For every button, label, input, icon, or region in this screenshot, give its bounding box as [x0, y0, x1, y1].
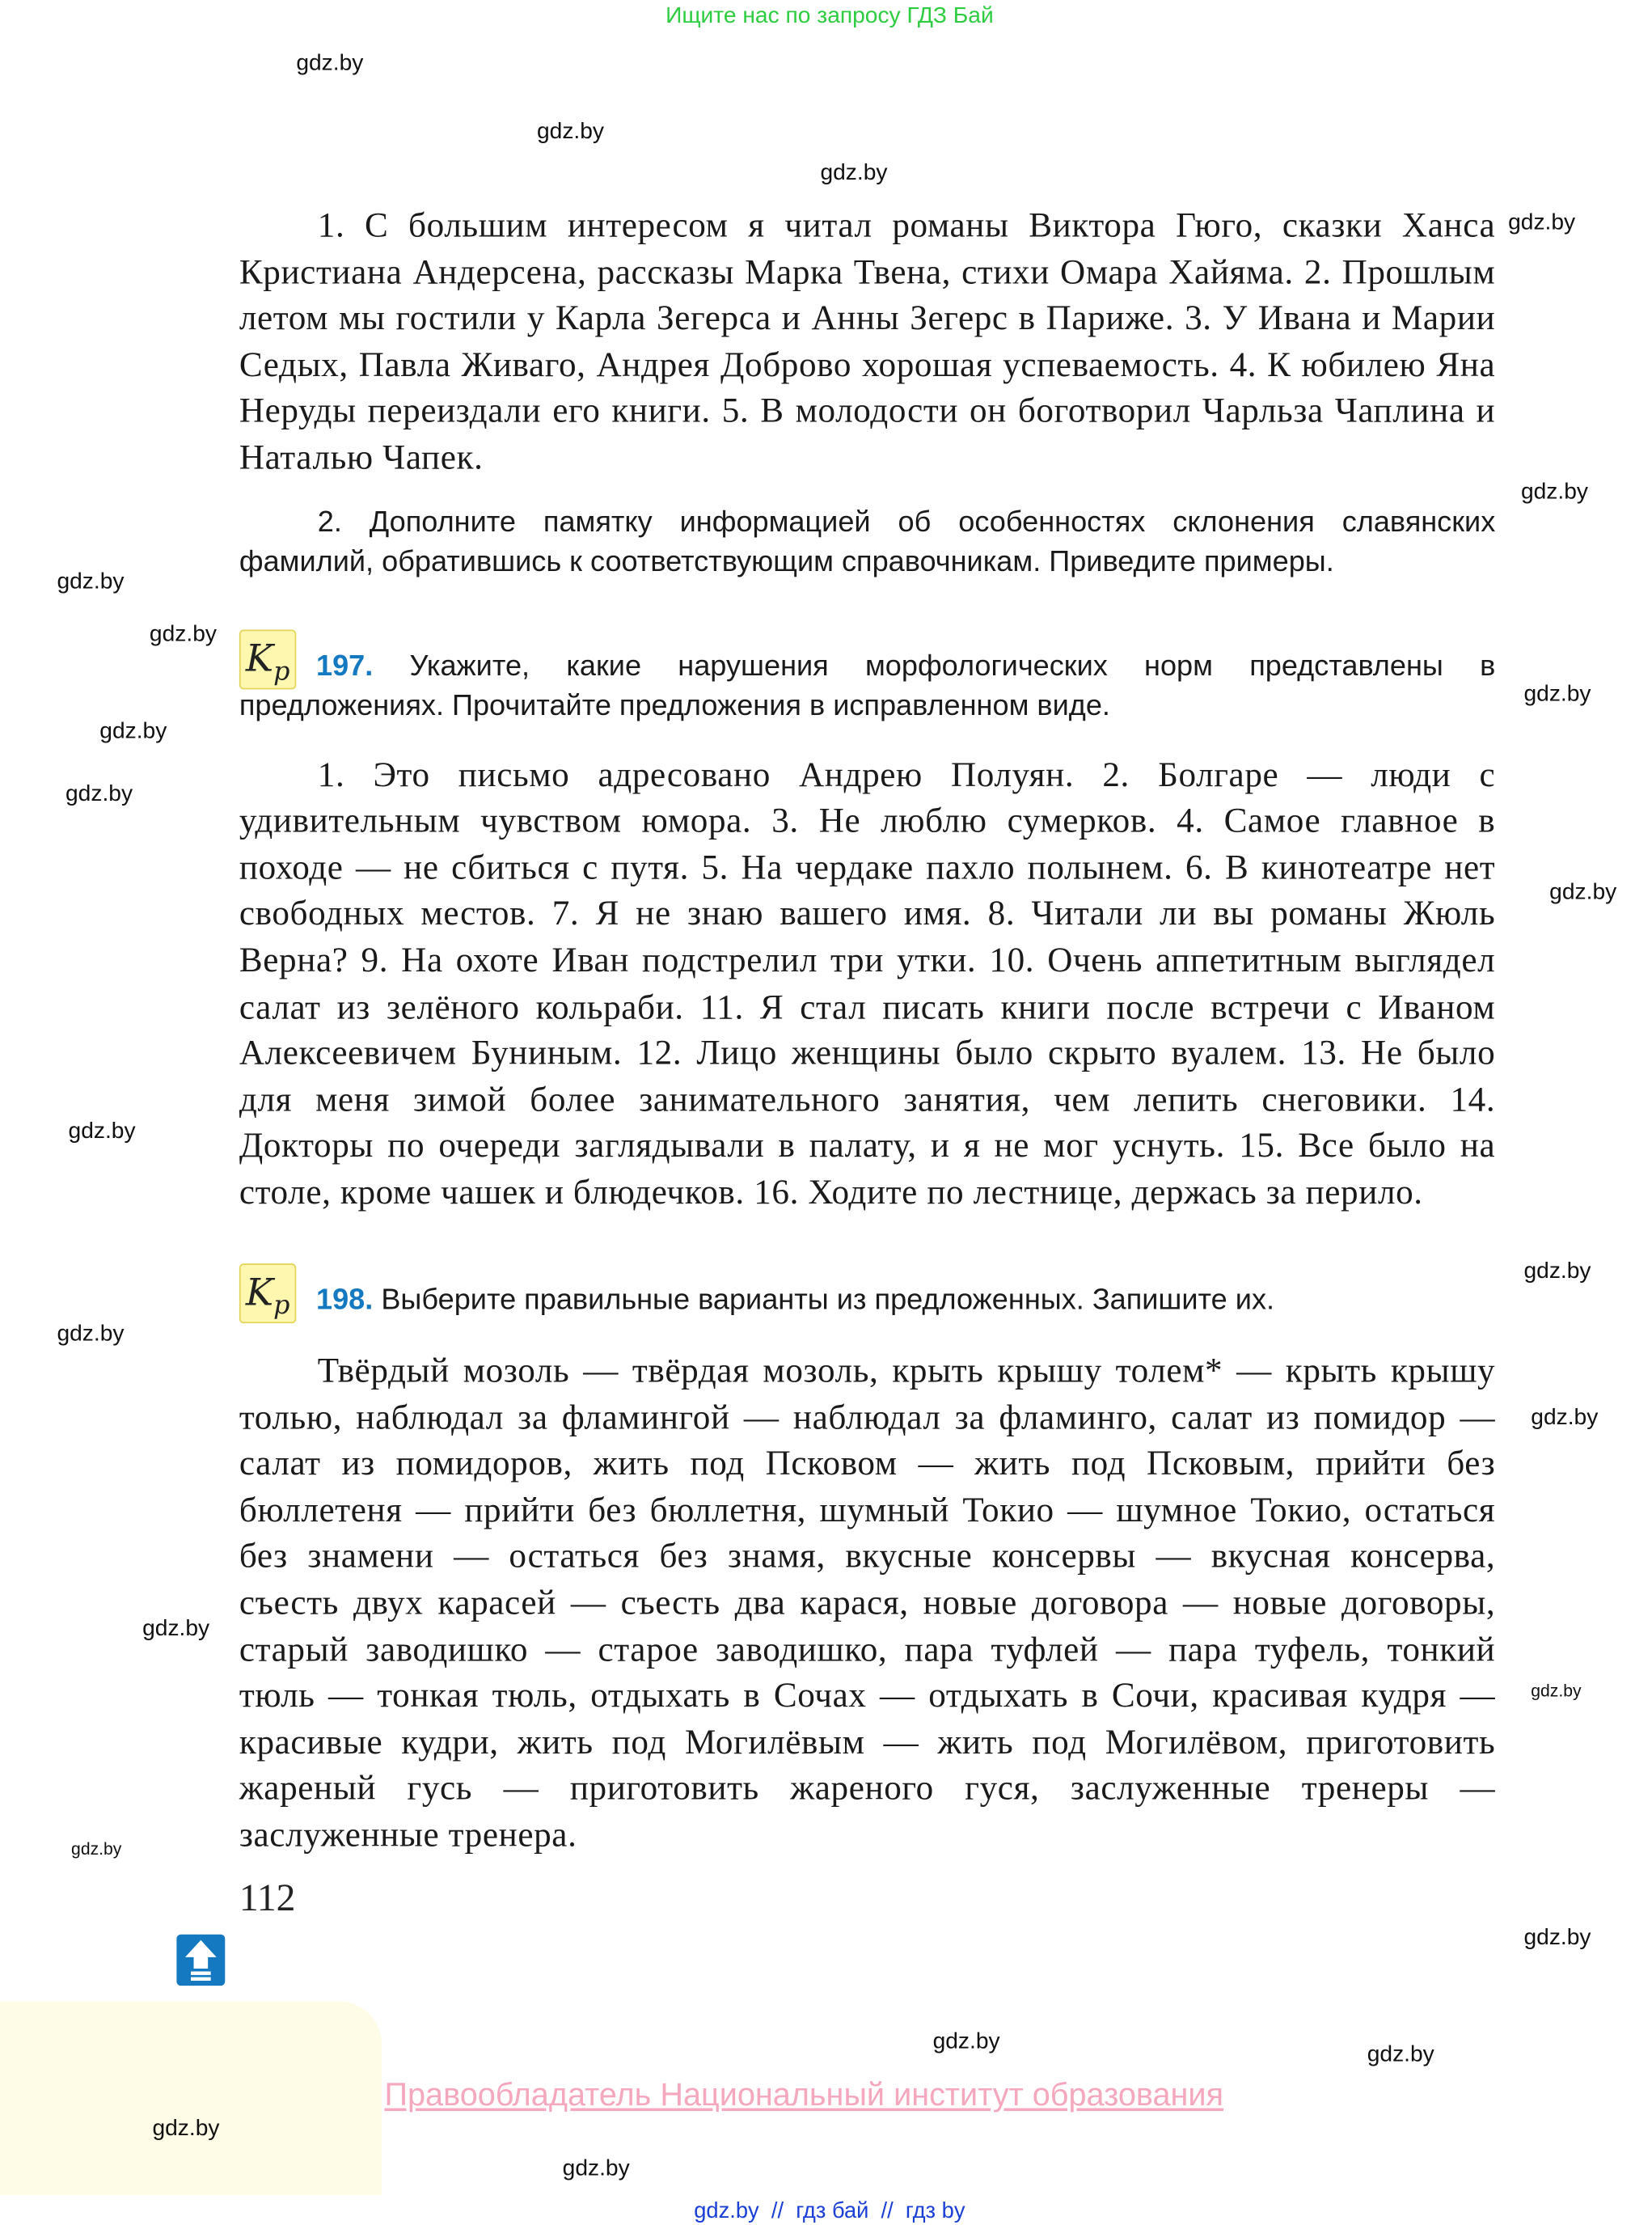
watermark: gdz.by: [536, 119, 604, 144]
search-hint: Ищите нас по запросу ГДЗ Бай: [665, 4, 994, 29]
exercise-198-task: [239, 1280, 1495, 1320]
text-column: [239, 204, 1495, 1919]
watermark: gdz.by: [1531, 1681, 1582, 1701]
watermark: gdz.by: [1523, 1926, 1591, 1951]
watermark: gdz.by: [152, 2117, 220, 2142]
watermark: gdz.by: [142, 1616, 210, 1641]
watermark: gdz.by: [1523, 682, 1591, 707]
exercise-196-sentences: 1. С большим интересом я читал романы Виктора Гюго, сказки Ханса Кристиана Андерсена, рассказы Марка Твена, стихи Омара Хайяма. 2. Прошлым летом мы гостили у Карла Зегерса и Анны Зегерс в Париже. 3. У Ивана и Марии Седых, Павла Живаго, Андрея Доброво хорошая успеваемость. 4. К юбилею Яна Неруды переиздали его книги. 5. В молодости он боготворил Чарльза Чаплина и Наталью Чапек.: [239, 206, 1496, 477]
copyright[interactable]: Правообладатель Национальный институт образования: [384, 2076, 1224, 2113]
watermark: gdz.by: [820, 161, 888, 185]
watermark: gdz.by: [71, 1838, 122, 1859]
page-number: 112: [239, 1875, 296, 1918]
up-arrow-icon[interactable]: [176, 1935, 225, 1986]
exercise-number: 197.: [315, 649, 374, 682]
exercise-number: 198.: [315, 1282, 374, 1316]
page-corner: [0, 2001, 382, 2195]
watermark: gdz.by: [99, 719, 167, 744]
watermark: gdz.by: [68, 1119, 136, 1144]
exercise-197-sentences: 1. Это письмо адресовано Андрею Полуян. 2. Болгаре — люди с удивительным чувством юмора. 3. Не люблю сумерков. 4. Самое главное в походе — не сбиться с путя. 5. На чердаке пахло полынем. 6. В кинотеатре нет свободных местов. 7. Я не знаю вашего имя. 8. Читали ли вы романы Жюль Верна? 9. На охоте Иван подстрелил три утки. 10. Очень аппетитным выглядел салат из зелёного кольраби. 11. Я стал писать книги после встречи с Иваном Алексеевичем Буниным. 12. Лицо женщины было скрыто вуалем. 13. Не было для меня зимой более занимательного занятия, чем лепить снеговики. 14. Докторы по очереди заглядывали в палату, и я не мог уснуть. 15. Все было на столе, кроме чашек и блюдечков. 16. Ходите по лестнице, держась за перило.: [239, 755, 1496, 1212]
watermark: gdz.by: [57, 1322, 125, 1347]
exercise-198-header: [239, 1271, 1495, 1321]
exercise-198-text: Твёрдый мозоль — твёрдая мозоль, крыть крышу толем* — крыть крышу толью, наблюдал за фламингой — наблюдал за фламинго, салат из помидор — салат из помидоров, жить под Псковом — жить под Псковым, прийти без бюллетеня — прийти без бюллетня, шумный Токио — шумное Токио, остаться без знамени — остаться без знамя, вкусные консервы — вкусная консерва, съесть двух карасей — съесть два карася, новые договора — новые договоры, старый заводишко — старое заводишко, пара туфлей — пара туфель, тонкий тюль — тонкая тюль, отдыхать в Сочах — отдыхать в Сочи, красивая кудря — красивые кудри, жить под Могилёвым — жить под Могилёвом, приготовить жареный гусь — приготовить жареного гуся, заслуженные тренеры — заслуженные тренера.: [239, 1351, 1496, 1855]
watermark: gdz.by: [1523, 1258, 1591, 1284]
footer-links[interactable]: gdz.by // гдз бай // гдз by: [694, 2199, 965, 2224]
watermark: gdz.by: [1367, 2042, 1434, 2067]
watermark: gdz.by: [65, 781, 133, 806]
watermark: gdz.by: [1508, 210, 1576, 235]
watermark: gdz.by: [1531, 1406, 1599, 1431]
watermark: gdz.by: [562, 2156, 630, 2181]
watermark: gdz.by: [1520, 480, 1588, 505]
watermark: gdz.by: [932, 2029, 1000, 2054]
exercise-197-header: [239, 637, 1496, 727]
exercise-task: Выберите правильные варианты из предложенных. Запишите их.: [381, 1282, 1275, 1316]
watermark: gdz.by: [296, 51, 364, 76]
watermark: gdz.by: [57, 569, 125, 594]
control-work-badge-icon: $K_p$: [239, 1263, 296, 1322]
exercise-196-task2: 2. Дополните памятку информацией об особенностях склонения славянских фамилий, обратившись к соответствующим справочникам. Приведите примеры.: [239, 505, 1496, 579]
watermark: gdz.by: [149, 622, 217, 647]
exercise-197-task: [239, 646, 1495, 727]
watermark: gdz.by: [1549, 880, 1617, 905]
exercise-task: Укажите, какие нарушения морфологических норм представлены в предложениях. Прочитайте предложения в исправленном виде.: [239, 649, 1496, 723]
control-work-badge-icon: $K_p$: [239, 629, 296, 689]
